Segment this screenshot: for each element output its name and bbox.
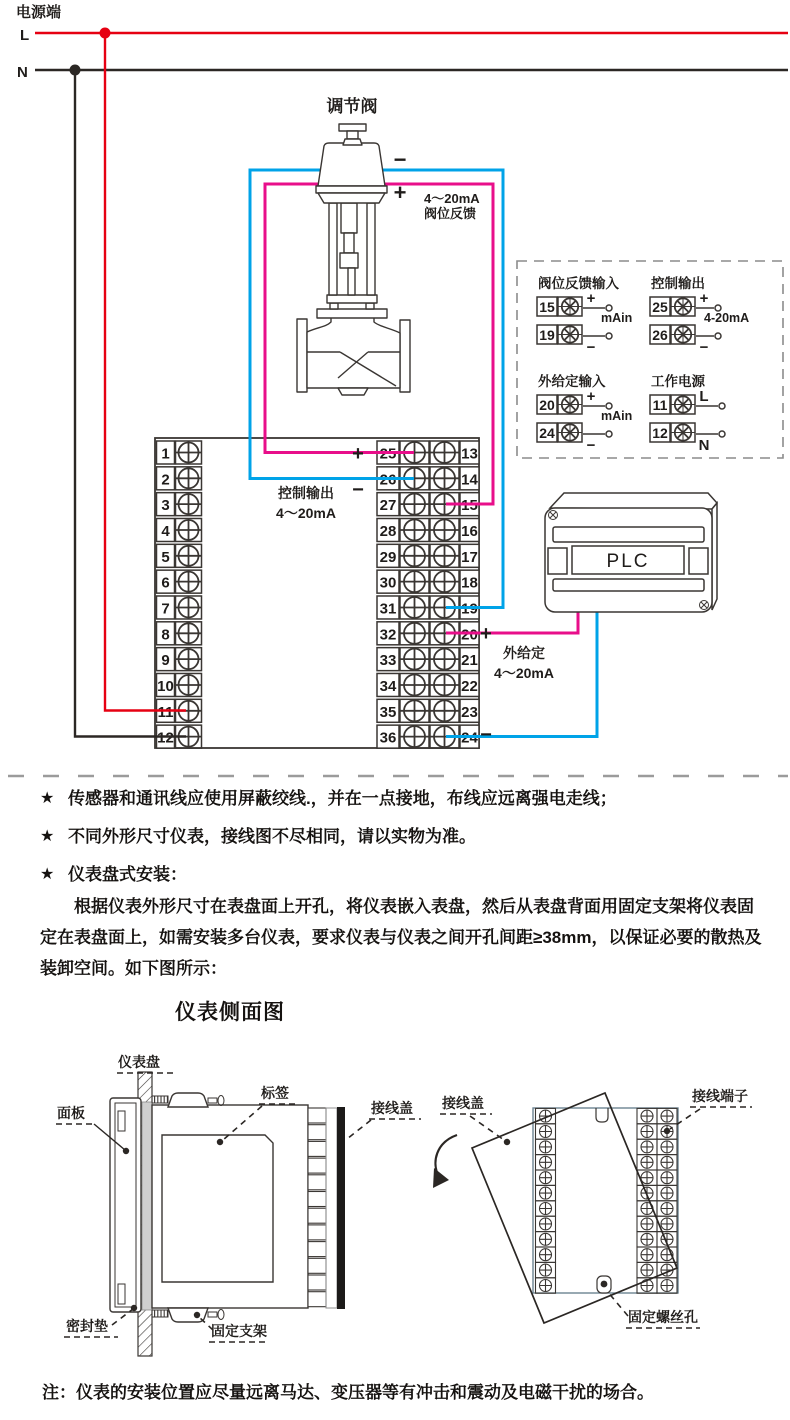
info-polarity-sign: +: [586, 290, 596, 307]
label-bracket-dot: [194, 1312, 200, 1318]
info-group-title: 阀位反馈输入: [538, 276, 619, 291]
terminal-number: 4: [161, 522, 170, 540]
side-terminal-box: [308, 1175, 326, 1190]
terminal-number: 1: [161, 445, 170, 463]
valve-plus-sign: +: [393, 180, 407, 205]
terminal-number: 5: [161, 548, 170, 566]
label-front-panel: 面板: [57, 1105, 85, 1121]
info-wire-end: [715, 333, 721, 339]
note-text: 不同外形尺寸仪表，接线图不尽相同，请以实物为准。: [68, 827, 476, 846]
ctrl-out-minus: −: [352, 479, 364, 501]
label-terminals-dot: [664, 1128, 670, 1134]
side-terminal-strip: [308, 1108, 326, 1307]
terminal-number: 7: [161, 600, 170, 618]
terminal-number: 26: [379, 471, 397, 489]
terminal-number: 27: [379, 497, 397, 515]
valve-yoke-left: [329, 203, 337, 295]
info-wire-end: [606, 333, 612, 339]
note-text: 传感器和通讯线应使用屏蔽绞线.，并在一点接地，布线应远离强电走线；: [68, 789, 617, 808]
info-polarity-sign: +: [699, 290, 709, 307]
fixing-bracket-top: [168, 1093, 208, 1107]
info-terminal-number: 24: [539, 425, 555, 441]
feedback-label-1: 4～20mA: [424, 191, 480, 206]
label-terminals: 接线端子: [692, 1088, 748, 1104]
rear-view-drawing: [433, 1093, 678, 1323]
info-terminal-number: 19: [539, 327, 555, 343]
terminal-number: 8: [161, 626, 170, 644]
label-bracket: 固定支架: [211, 1323, 267, 1339]
star-icon: ★: [40, 866, 55, 883]
label-wiring-cover-leader: [347, 1120, 371, 1139]
footnote: 注：仪表的安装位置应尽量远离马达、变压器等有冲击和震动及电磁干扰的场合。: [42, 1383, 654, 1402]
info-group: [537, 373, 632, 454]
label-front-panel-dot: [123, 1148, 129, 1154]
l-label: L: [20, 27, 30, 44]
bracket-screw-bottom: [208, 1312, 217, 1317]
label-rear-cover-leader: [470, 1116, 504, 1140]
terminal-number: 12: [157, 729, 174, 747]
terminal-number: 35: [379, 703, 397, 721]
ctrl-out-label-2: 4～20mA: [276, 505, 336, 521]
star-icon: ★: [40, 828, 55, 845]
side-terminal-box: [308, 1192, 326, 1207]
terminal-number: 3: [161, 497, 170, 515]
valve-base-plate: [327, 295, 377, 303]
terminal-number: 20: [461, 626, 478, 644]
terminal-number: 2: [161, 471, 170, 489]
terminal-number: 19: [461, 600, 478, 618]
info-group: [650, 373, 725, 454]
info-polarity-sign: −: [586, 339, 596, 356]
terminal-screw-icon: [671, 325, 695, 344]
rear-screw-hole-dot: [601, 1281, 608, 1288]
terminal-number: 31: [379, 600, 397, 618]
plc-label: PLC: [606, 551, 650, 572]
info-mid-label: mAin: [601, 409, 633, 423]
info-terminal-number: 25: [652, 299, 668, 315]
label-tag-dot: [217, 1139, 223, 1145]
wiring-cover-bar: [337, 1107, 345, 1309]
valve-stem-mid: [344, 233, 354, 253]
bracket-nut-top: [218, 1096, 224, 1106]
info-mid-label: 4-20mA: [704, 311, 750, 325]
setpoint-plus: +: [480, 623, 492, 645]
info-group: [537, 275, 632, 356]
valve-drain: [338, 388, 368, 395]
label-wiring-cover: 接线盖: [371, 1100, 413, 1116]
terminal-number: 17: [461, 548, 478, 566]
info-group-title: 工作电源: [651, 374, 705, 389]
info-polarity-sign: L: [699, 388, 709, 405]
valve-handle-bar: [339, 124, 366, 131]
label-rear-cover-dot: [504, 1139, 510, 1145]
valve-yoke-right: [367, 203, 375, 295]
terminal-number: 9: [161, 652, 170, 670]
terminal-screw-icon: [671, 297, 695, 316]
bracket-screw-top: [208, 1098, 217, 1103]
terminal-screw-icon: [671, 423, 695, 442]
label-panel: 仪表盘: [118, 1054, 160, 1070]
ctrl-out-plus: +: [352, 443, 364, 465]
label-screw-hole-leader: [607, 1291, 628, 1316]
install-paragraph: 根据仪表外形尺寸在表盘面上开孔，将仪表嵌入表盘，然后从表盘背面用固定支架将仪表固定在表盘面上，如需安装多台仪表，要求仪表与仪表之间开孔间距≥38mm，以保证必要的散热及装卸空间。如下图所示：: [40, 897, 762, 978]
terminal-number: 22: [461, 677, 478, 695]
installation-diagrams: [0, 1040, 790, 1380]
setpoint-minus: −: [480, 724, 492, 746]
valve-actuator-taper: [318, 193, 385, 203]
info-wire-end: [719, 403, 725, 409]
terminal-number: 33: [379, 652, 397, 670]
side-terminal-box: [308, 1258, 326, 1273]
note-text: 仪表盘式安装：: [68, 865, 187, 884]
side-terminal-box: [308, 1158, 326, 1173]
notes-list: [40, 786, 770, 900]
note-item: [40, 786, 770, 811]
side-view-title: 仪表侧面图: [175, 1000, 285, 1024]
gasket-strip: [142, 1102, 152, 1310]
terminal-screw-icon: [558, 297, 582, 316]
info-terminal-number: 20: [539, 397, 555, 413]
terminal-number: 16: [461, 522, 478, 540]
terminal-number: 14: [461, 471, 478, 489]
valve-right-flange: [400, 320, 410, 392]
info-polarity-sign: −: [586, 437, 596, 454]
valve-minus-sign: −: [393, 147, 407, 172]
info-group-title: 控制输出: [651, 276, 705, 291]
terminal-number: 32: [379, 626, 397, 644]
side-terminal-box: [308, 1125, 326, 1140]
terminal-info-groups: [537, 275, 749, 454]
label-gasket: 密封垫: [66, 1318, 108, 1334]
label-rear-cover: 接线盖: [442, 1095, 484, 1111]
terminal-number: 28: [379, 522, 397, 540]
terminal-number: 29: [379, 548, 397, 566]
setpoint-label-1: 外给定: [503, 645, 545, 661]
side-terminal-box: [308, 1275, 326, 1290]
terminal-spacer-column: [326, 1108, 337, 1308]
valve-stem-upper: [341, 203, 357, 233]
label-tag: 标签: [261, 1085, 289, 1101]
side-terminal-box: [308, 1292, 326, 1307]
power-title: 电源端: [16, 4, 62, 21]
terminal-screw-icon: [558, 423, 582, 442]
valve-actuator: [318, 143, 385, 186]
info-group: [650, 275, 749, 356]
terminal-number: 18: [461, 574, 478, 592]
side-terminal-box: [308, 1242, 326, 1257]
valve-handle-stem: [347, 131, 358, 139]
terminal-screw-icon: [558, 325, 582, 344]
terminal-number: 6: [161, 574, 170, 592]
ctrl-out-label-1: 控制输出: [278, 485, 334, 501]
valve-bolt-left: [330, 303, 338, 309]
terminal-number: 25: [379, 445, 397, 463]
info-group-title: 外给定输入: [538, 374, 606, 389]
info-terminal-number: 15: [539, 299, 555, 315]
terminal-number: 15: [461, 497, 478, 515]
info-terminal-number: 26: [652, 327, 668, 343]
n-label: N: [17, 64, 28, 81]
plc-top-face: [550, 493, 717, 509]
valve-title: 调节阀: [326, 97, 378, 116]
side-terminal-box: [308, 1208, 326, 1223]
valve-bonnet-flange: [317, 309, 387, 318]
info-polarity-sign: −: [699, 339, 709, 356]
bracket-rod-hatch-top: [152, 1096, 168, 1103]
bracket-rod-hatch-bottom: [152, 1310, 168, 1317]
valve-coupling: [340, 253, 358, 268]
terminal-number: 13: [461, 445, 478, 463]
side-terminal-box: [308, 1108, 326, 1123]
valve-actuator-band: [316, 186, 387, 193]
side-terminal-box: [308, 1141, 326, 1156]
star-icon: ★: [40, 790, 55, 807]
terminal-number: 10: [157, 677, 174, 695]
rotation-arrow-head: [433, 1168, 449, 1188]
terminal-number: 34: [379, 677, 397, 695]
setpoint-label-2: 4～20mA: [494, 665, 554, 681]
side-terminal-box: [308, 1225, 326, 1240]
terminal-number: 21: [461, 652, 478, 670]
note-item: [40, 824, 770, 849]
info-terminal-number: 11: [652, 397, 668, 413]
terminal-screw-icon: [671, 395, 695, 414]
valve-left-flange: [297, 319, 307, 392]
terminal-number: 11: [157, 703, 174, 721]
info-polarity-sign: +: [586, 388, 596, 405]
info-mid-label: mAin: [601, 311, 633, 325]
info-wire-end: [719, 431, 725, 437]
terminal-number: 24: [461, 729, 478, 747]
valve-handle-foot: [343, 139, 362, 145]
info-wire-end: [606, 431, 612, 437]
valve-bolt-right: [366, 303, 374, 309]
info-polarity-sign: N: [698, 437, 710, 454]
side-view-drawing: [110, 1072, 345, 1356]
terminal-number: 30: [379, 574, 397, 592]
valve-stem-thin: [348, 268, 355, 295]
terminal-number: 23: [461, 703, 478, 721]
note-item: [40, 862, 770, 887]
terminal-screw-icon: [558, 395, 582, 414]
terminal-number: 36: [379, 729, 397, 747]
bracket-nut-bottom: [218, 1310, 224, 1320]
info-terminal-number: 12: [652, 425, 668, 441]
label-gasket-dot: [131, 1305, 137, 1311]
feedback-label-2: 阀位反馈: [424, 206, 477, 221]
label-screw-hole: 固定螺丝孔: [628, 1309, 698, 1325]
